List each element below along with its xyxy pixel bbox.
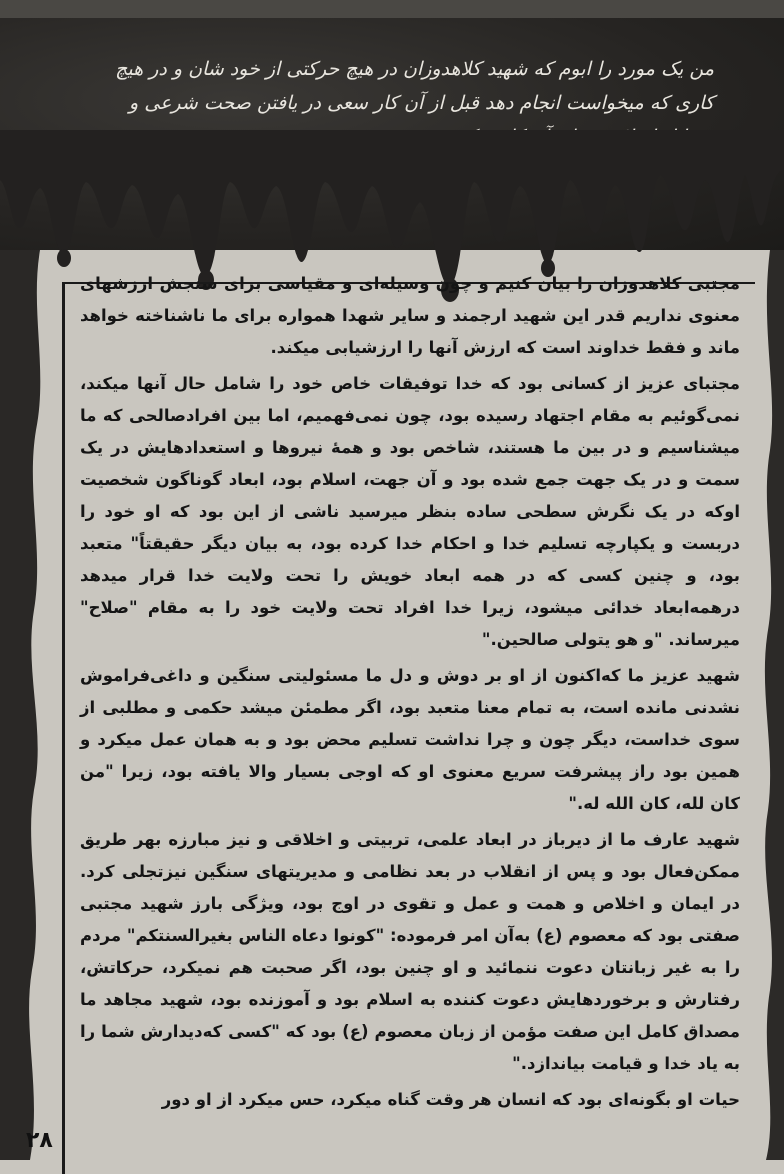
paragraph-2: مجتبای عزیز از کسانی بود که خدا توفیقات خاص خود را شامل حال آنها میکند، نمی‌گوئیم به مقام اجتهاد رسیده بود، چون نمی‌فهمیم، اما بین افرادصالحی که ما میشناسیم و در بین ما هستند، شاخص بود و همهٔ نیروها و استعدادهایش در یک سمت و در یک جهت جمع شده بود و آن جهت، اسلام بود، ابعاد گوناگون شخصیت اوکه در یک نگرش سطحی ساده بنظر میرسید ناشی از این بود که او خود را دربست و یکپارچه تسلیم خدا و احکام خدا کرده بود، به بیان دیگر حقیقتاً" متعبد بود، و چنین کسی که در همه ابعاد خویش را تحت ولایت خدا قرار میدهد درهمه‌ابعاد خدائی میشود، زیرا خدا افراد تحت ولایت خود را به مقام "صلاح" میرساند. "و هو یتولی صالحین." — [80, 374, 740, 649]
left-border-decoration — [0, 250, 60, 1160]
page-number: ۲۸ — [26, 1128, 53, 1153]
paragraph-4: شهید عارف ما از دیرباز در ابعاد علمی، تربیتی و اخلاقی و نیز مبارزه بهر طریق ممکن‌فعال بود و پس از انقلاب در بعد نظامی و مدیریتهای سنگین نیزتجلی کرد. در ایمان و اخلاص و همت و عمل و تقوی در اوج بود، ویژگی بارز شهید مجتبی صفتی بود که معصوم (ع) به‌آن امر فرموده: "کونوا دعاه الناس بغیرالسنتکم" مردم را به غیر زبانتان دعوت ننمائید و او چنین بود، اگر صحبت هم نمیکرد، حرکاتش، رفتارش و برخوردهایش دعوت کننده به اسلام بود و آموزنده بود، شهید مجاهد ما مصداق کامل این صفت مؤمن از زبان معصوم (ع) بود که "کسی که‌دیدارش شما را به یاد خدا و قیامت بیاندازد." — [80, 830, 740, 1073]
header-quote-text: من یک مورد را ابوم که شهید کلاهدوزان در هیچ حرکتی از خود شان و در هیچ کاری که میخواست انجام دهد قبل از آن کار سعی در یافتن صحت شرعی و — [115, 58, 714, 114]
paragraph-3: شهید عزیز ما که‌اکنون از او بر دوش و دل ما مسئولیتی سنگین و داغی‌فراموش نشدنی مانده است، به تمام معنا متعبد بود، اگر مطمئن میشد حکمی و مطلبی از سوی خداست، دیگر چون و چرا نداشت تسلیم محض بود و به همان عمل میکرد و همین بود راز پیشرفت سریع معنوی او که اوجی بسیار والا یافته بود، زیرا "من کان لله، کان الله له." — [80, 666, 740, 813]
paragraph-5: حیات او بگونه‌ای بود که انسان هر وقت گناه میکرد، حس میکرد از او دور — [161, 1090, 740, 1109]
article-body — [80, 268, 740, 1120]
paragraph-1: مجتبی کلاهدوزان را بیان کنیم و چون وسیله‌ای و مقیاسی برای سنجش ارزشهای معنوی نداریم قدر این شهید ارجمند و سایر شهدا همواره برای ما ناشناخته خواهد ماند و فقط خداوند است که ارزش آنها را ارزشیابی میکند. — [80, 274, 740, 357]
